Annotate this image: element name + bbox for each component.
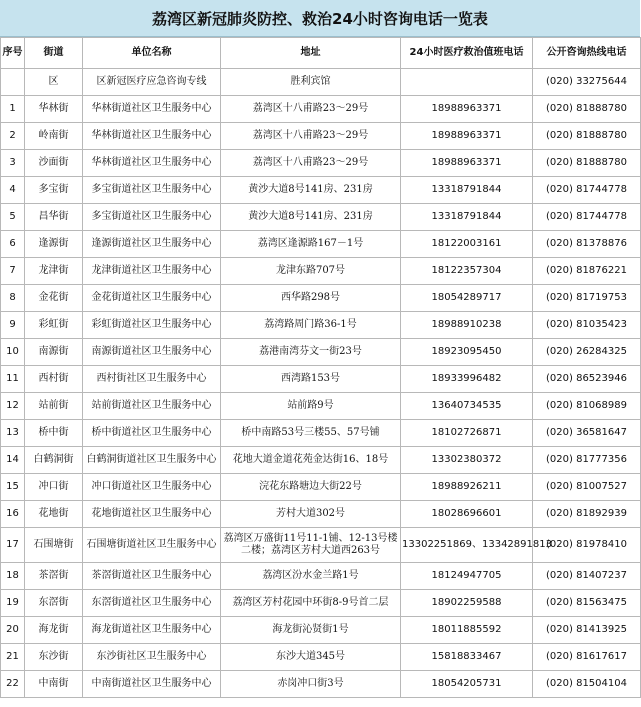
hotline-phone: (020) 33275644 [533,69,641,96]
table-row [1,393,641,420]
street-name: 茶滘街 [25,563,83,590]
street-name: 白鹤洞街 [25,447,83,474]
address: 东沙大道345号 [221,644,401,671]
address: 站前路9号 [221,393,401,420]
duty-phone: 18988926211 [401,474,533,501]
hotline-phone: (020) 86523946 [533,366,641,393]
duty-phone: 18122003161 [401,231,533,258]
street-name: 站前街 [25,393,83,420]
hotline-phone: (020) 81888780 [533,123,641,150]
hotline-phone: (020) 81719753 [533,285,641,312]
address: 荔湾区十八甫路23～29号 [221,150,401,177]
hotline-phone: (020) 81888780 [533,150,641,177]
table-row [1,528,641,563]
row-number: 22 [1,671,25,698]
table-row [1,474,641,501]
unit-name: 华林街道社区卫生服务中心 [83,150,221,177]
hotline-phone: (020) 81035423 [533,312,641,339]
row-number: 13 [1,420,25,447]
table-row [1,447,641,474]
table-row [1,258,641,285]
duty-phone: 13640734535 [401,393,533,420]
table-row [1,69,641,96]
duty-phone: 13318791844 [401,177,533,204]
row-number [1,69,25,96]
duty-phone: 18988963371 [401,96,533,123]
table-row [1,671,641,698]
unit-name: 多宝街道社区卫生服务中心 [83,177,221,204]
address: 荔湾区十八甫路23～29号 [221,123,401,150]
table-row [1,123,641,150]
unit-name: 石围塘街道社区卫生服务中心 [83,528,221,563]
row-number: 21 [1,644,25,671]
address: 荔湾区汾水金兰路1号 [221,563,401,590]
table-row [1,231,641,258]
street-name: 海龙街 [25,617,83,644]
street-name: 西村街 [25,366,83,393]
address: 浣花东路塘边大街22号 [221,474,401,501]
hotline-phone: (020) 81744778 [533,204,641,231]
table-row [1,590,641,617]
hotline-phone: (020) 81068989 [533,393,641,420]
row-number: 14 [1,447,25,474]
row-number: 2 [1,123,25,150]
row-number: 1 [1,96,25,123]
row-number: 16 [1,501,25,528]
table-row [1,501,641,528]
duty-phone: 13302251869、13342891813 [401,528,533,563]
street-name: 龙津街 [25,258,83,285]
address-line: 荔湾区万盛街11号11-1铺、12-13号楼 [223,533,398,544]
address: 赤岗冲口街3号 [221,671,401,698]
duty-phone: 18933996482 [401,366,533,393]
address: 胜利宾馆 [221,69,401,96]
address: 芳村大道302号 [221,501,401,528]
street-name: 岭南街 [25,123,83,150]
unit-name: 白鹤洞街道社区卫生服务中心 [83,447,221,474]
street-name: 昌华街 [25,204,83,231]
unit-name: 中南街道社区卫生服务中心 [83,671,221,698]
street-name: 南源街 [25,339,83,366]
address: 荔湾区芳村花园中环街8-9号首二层 [221,590,401,617]
table-row [1,312,641,339]
unit-name: 站前街道社区卫生服务中心 [83,393,221,420]
table-row [1,617,641,644]
row-number: 9 [1,312,25,339]
header-address: 地址 [221,38,401,69]
row-number: 15 [1,474,25,501]
street-name: 中南街 [25,671,83,698]
street-name: 逢源街 [25,231,83,258]
duty-phone: 18902259588 [401,590,533,617]
unit-name: 冲口街道社区卫生服务中心 [83,474,221,501]
address: 海龙街沁贤街1号 [221,617,401,644]
header-unit: 单位名称 [83,38,221,69]
hotline-phone: (020) 81876221 [533,258,641,285]
unit-name: 区新冠医疗应急咨询专线 [83,69,221,96]
unit-name: 东沙街社区卫生服务中心 [83,644,221,671]
header-hotline: 公开咨询热线电话 [533,38,641,69]
street-name: 石围塘街 [25,528,83,563]
hotline-phone: (020) 81407237 [533,563,641,590]
street-name: 东沙街 [25,644,83,671]
unit-name: 桥中街道社区卫生服务中心 [83,420,221,447]
hotline-phone: (020) 81892939 [533,501,641,528]
table-row [1,285,641,312]
unit-name: 逢源街道社区卫生服务中心 [83,231,221,258]
duty-phone: 18923095450 [401,339,533,366]
unit-name: 花地街道社区卫生服务中心 [83,501,221,528]
unit-name: 南源街道社区卫生服务中心 [83,339,221,366]
unit-name: 龙津街道社区卫生服务中心 [83,258,221,285]
hotline-phone: (020) 81413925 [533,617,641,644]
street-name: 沙面街 [25,150,83,177]
unit-name: 华林街道社区卫生服务中心 [83,96,221,123]
street-name: 桥中街 [25,420,83,447]
unit-name: 茶滘街道社区卫生服务中心 [83,563,221,590]
street-name: 花地街 [25,501,83,528]
duty-phone: 18054205731 [401,671,533,698]
hotline-phone: (020) 81378876 [533,231,641,258]
street-name: 多宝街 [25,177,83,204]
row-number: 20 [1,617,25,644]
street-name: 华林街 [25,96,83,123]
address-line: 二楼；荔湾区芳村大道西263号 [240,545,381,556]
address: 花地大道金道花苑金达街16、18号 [221,447,401,474]
duty-phone: 18028696601 [401,501,533,528]
table-row [1,204,641,231]
unit-name: 华林街道社区卫生服务中心 [83,123,221,150]
hotline-phone: (020) 26284325 [533,339,641,366]
table-row [1,563,641,590]
table-row [1,96,641,123]
hotline-phone: (020) 81888780 [533,96,641,123]
duty-phone: 18988910238 [401,312,533,339]
street-name: 东滘街 [25,590,83,617]
row-number: 7 [1,258,25,285]
table-title: 荔湾区新冠肺炎防控、救治24小时咨询电话一览表 [0,0,640,37]
unit-name: 金花街道社区卫生服务中心 [83,285,221,312]
address: 荔湾区逢源路167－1号 [221,231,401,258]
hotline-phone: (020) 81777356 [533,447,641,474]
address: 桥中南路53号三楼55、57号铺 [221,420,401,447]
table-row [1,366,641,393]
address: 荔湾路周门路36-1号 [221,312,401,339]
hotline-phone: (020) 81007527 [533,474,641,501]
duty-phone: 18011885592 [401,617,533,644]
table-row [1,177,641,204]
unit-name: 海龙街道社区卫生服务中心 [83,617,221,644]
row-number: 18 [1,563,25,590]
duty-phone: 15818833467 [401,644,533,671]
address [221,528,401,563]
hotline-phone: (020) 81744778 [533,177,641,204]
hotline-phone: (020) 81617617 [533,644,641,671]
row-number: 4 [1,177,25,204]
row-number: 5 [1,204,25,231]
duty-phone [401,69,533,96]
header-phone: 24小时医疗救治值班电话 [401,38,533,69]
address: 龙津东路707号 [221,258,401,285]
address: 黄沙大道8号141房、231房 [221,204,401,231]
duty-phone: 13302380372 [401,447,533,474]
street-name: 彩虹街 [25,312,83,339]
unit-name: 多宝街道社区卫生服务中心 [83,204,221,231]
row-number: 10 [1,339,25,366]
duty-phone: 18988963371 [401,123,533,150]
hotline-phone: (020) 81978410 [533,528,641,563]
row-number: 11 [1,366,25,393]
street-name: 冲口街 [25,474,83,501]
row-number: 19 [1,590,25,617]
unit-name: 东滘街道社区卫生服务中心 [83,590,221,617]
duty-phone: 18102726871 [401,420,533,447]
duty-phone: 18988963371 [401,150,533,177]
table-row [1,420,641,447]
street-name: 金花街 [25,285,83,312]
table-row [1,644,641,671]
duty-phone: 13318791844 [401,204,533,231]
header-row [1,38,641,69]
row-number: 12 [1,393,25,420]
address: 西湾路153号 [221,366,401,393]
row-number: 8 [1,285,25,312]
row-number: 6 [1,231,25,258]
address: 西华路298号 [221,285,401,312]
duty-phone: 18124947705 [401,563,533,590]
hotline-phone: (020) 36581647 [533,420,641,447]
table-row [1,339,641,366]
hotline-phone: (020) 81504104 [533,671,641,698]
table-row [1,150,641,177]
header-street: 街道 [25,38,83,69]
address: 荔港南湾芬文一街23号 [221,339,401,366]
duty-phone: 18054289717 [401,285,533,312]
unit-name: 西村街社区卫生服务中心 [83,366,221,393]
unit-name: 彩虹街道社区卫生服务中心 [83,312,221,339]
address: 荔湾区十八甫路23～29号 [221,96,401,123]
street-name: 区 [25,69,83,96]
header-no: 序号 [1,38,25,69]
hotline-phone: (020) 81563475 [533,590,641,617]
address: 黄沙大道8号141房、231房 [221,177,401,204]
row-number: 17 [1,528,25,563]
row-number: 3 [1,150,25,177]
duty-phone: 18122357304 [401,258,533,285]
hotline-table [0,37,641,698]
